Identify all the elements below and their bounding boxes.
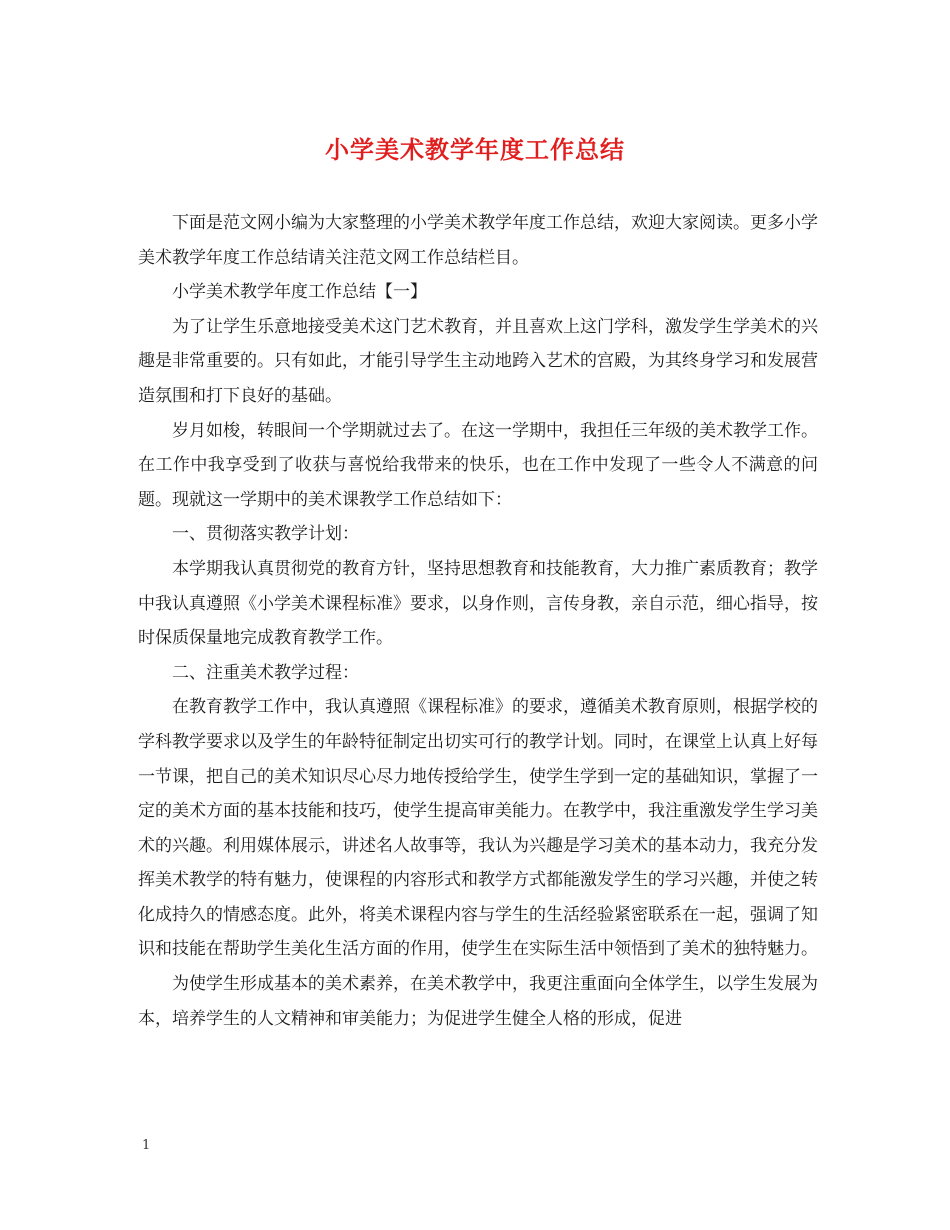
page-number: 1: [142, 1138, 151, 1153]
section-heading-part-one: 小学美术教学年度工作总结【一】: [172, 282, 427, 303]
paragraph: 本学期我认真贯彻党的教育方针，坚持思想教育和技能教育，大力推广素质教育；教学中我认真遵照《小学美术课程标准》要求，以身作则，言传身教，亲自示范，细心指导，按时保质保量地完成教育教学工作。: [138, 558, 818, 649]
paragraph: 为使学生形成基本的美术素养，在美术教学中，我更注重面向全体学生，以学生发展为本，培养学生的人文精神和审美能力；为促进学生健全人格的形成，促进: [138, 974, 818, 1029]
paragraph: 为了让学生乐意地接受美术这门艺术教育，并且喜欢上这门学科，激发学生学美术的兴趣是非常重要的。只有如此，才能引导学生主动地跨入艺术的宫殿，为其终身学习和发展营造氛围和打下良好的基础。: [138, 316, 818, 406]
paragraph: 岁月如梭，转眼间一个学期就过去了。在这一学期中，我担任三年级的美术教学工作。在工作中我享受到了收获与喜悦给我带来的快乐，也在工作中发现了一些令人不满意的问题。现就这一学期中的美术课教学工作总结如下：: [138, 420, 818, 510]
paragraph: 在教育教学工作中，我认真遵照《课程标准》的要求，遵循美术教育原则，根据学校的学科教学要求以及学生的年龄特征制定出切实可行的教学计划。同时，在课堂上认真上好每一节课，把自己的美术知识尽心尽力地传授给学生，使学生学到一定的基础知识，掌握了一定的美术方面的基本技能和技巧，使学生提高审美能力。在教学中，我注重激发学生学习美术的兴趣。利用媒体展示，讲述名人故事等，我认为兴趣是学习美术的基本动力，我充分发挥美术教学的特有魅力，使课程的内容形式和教学方式都能激发学生的学习兴趣，并使之转化成持久的情感态度。此外，将美术课程内容与学生的生活经验紧密联系在一起，强调了知识和技能在帮助学生美化生活方面的作用，使学生在实际生活中领悟到了美术的独特魅力。: [138, 697, 818, 960]
paragraph-intro: 下面是范文网小编为大家整理的小学美术教学年度工作总结，欢迎大家阅读。更多小学美术教学年度工作总结请关注范文网工作总结栏目。: [138, 213, 818, 268]
document-title: 小学美术教学年度工作总结: [325, 135, 625, 164]
document-body: [138, 206, 818, 1036]
section-heading-plan: 一、贯彻落实教学计划：: [172, 524, 359, 545]
section-heading-process: 二、注重美术教学过程：: [172, 662, 359, 683]
